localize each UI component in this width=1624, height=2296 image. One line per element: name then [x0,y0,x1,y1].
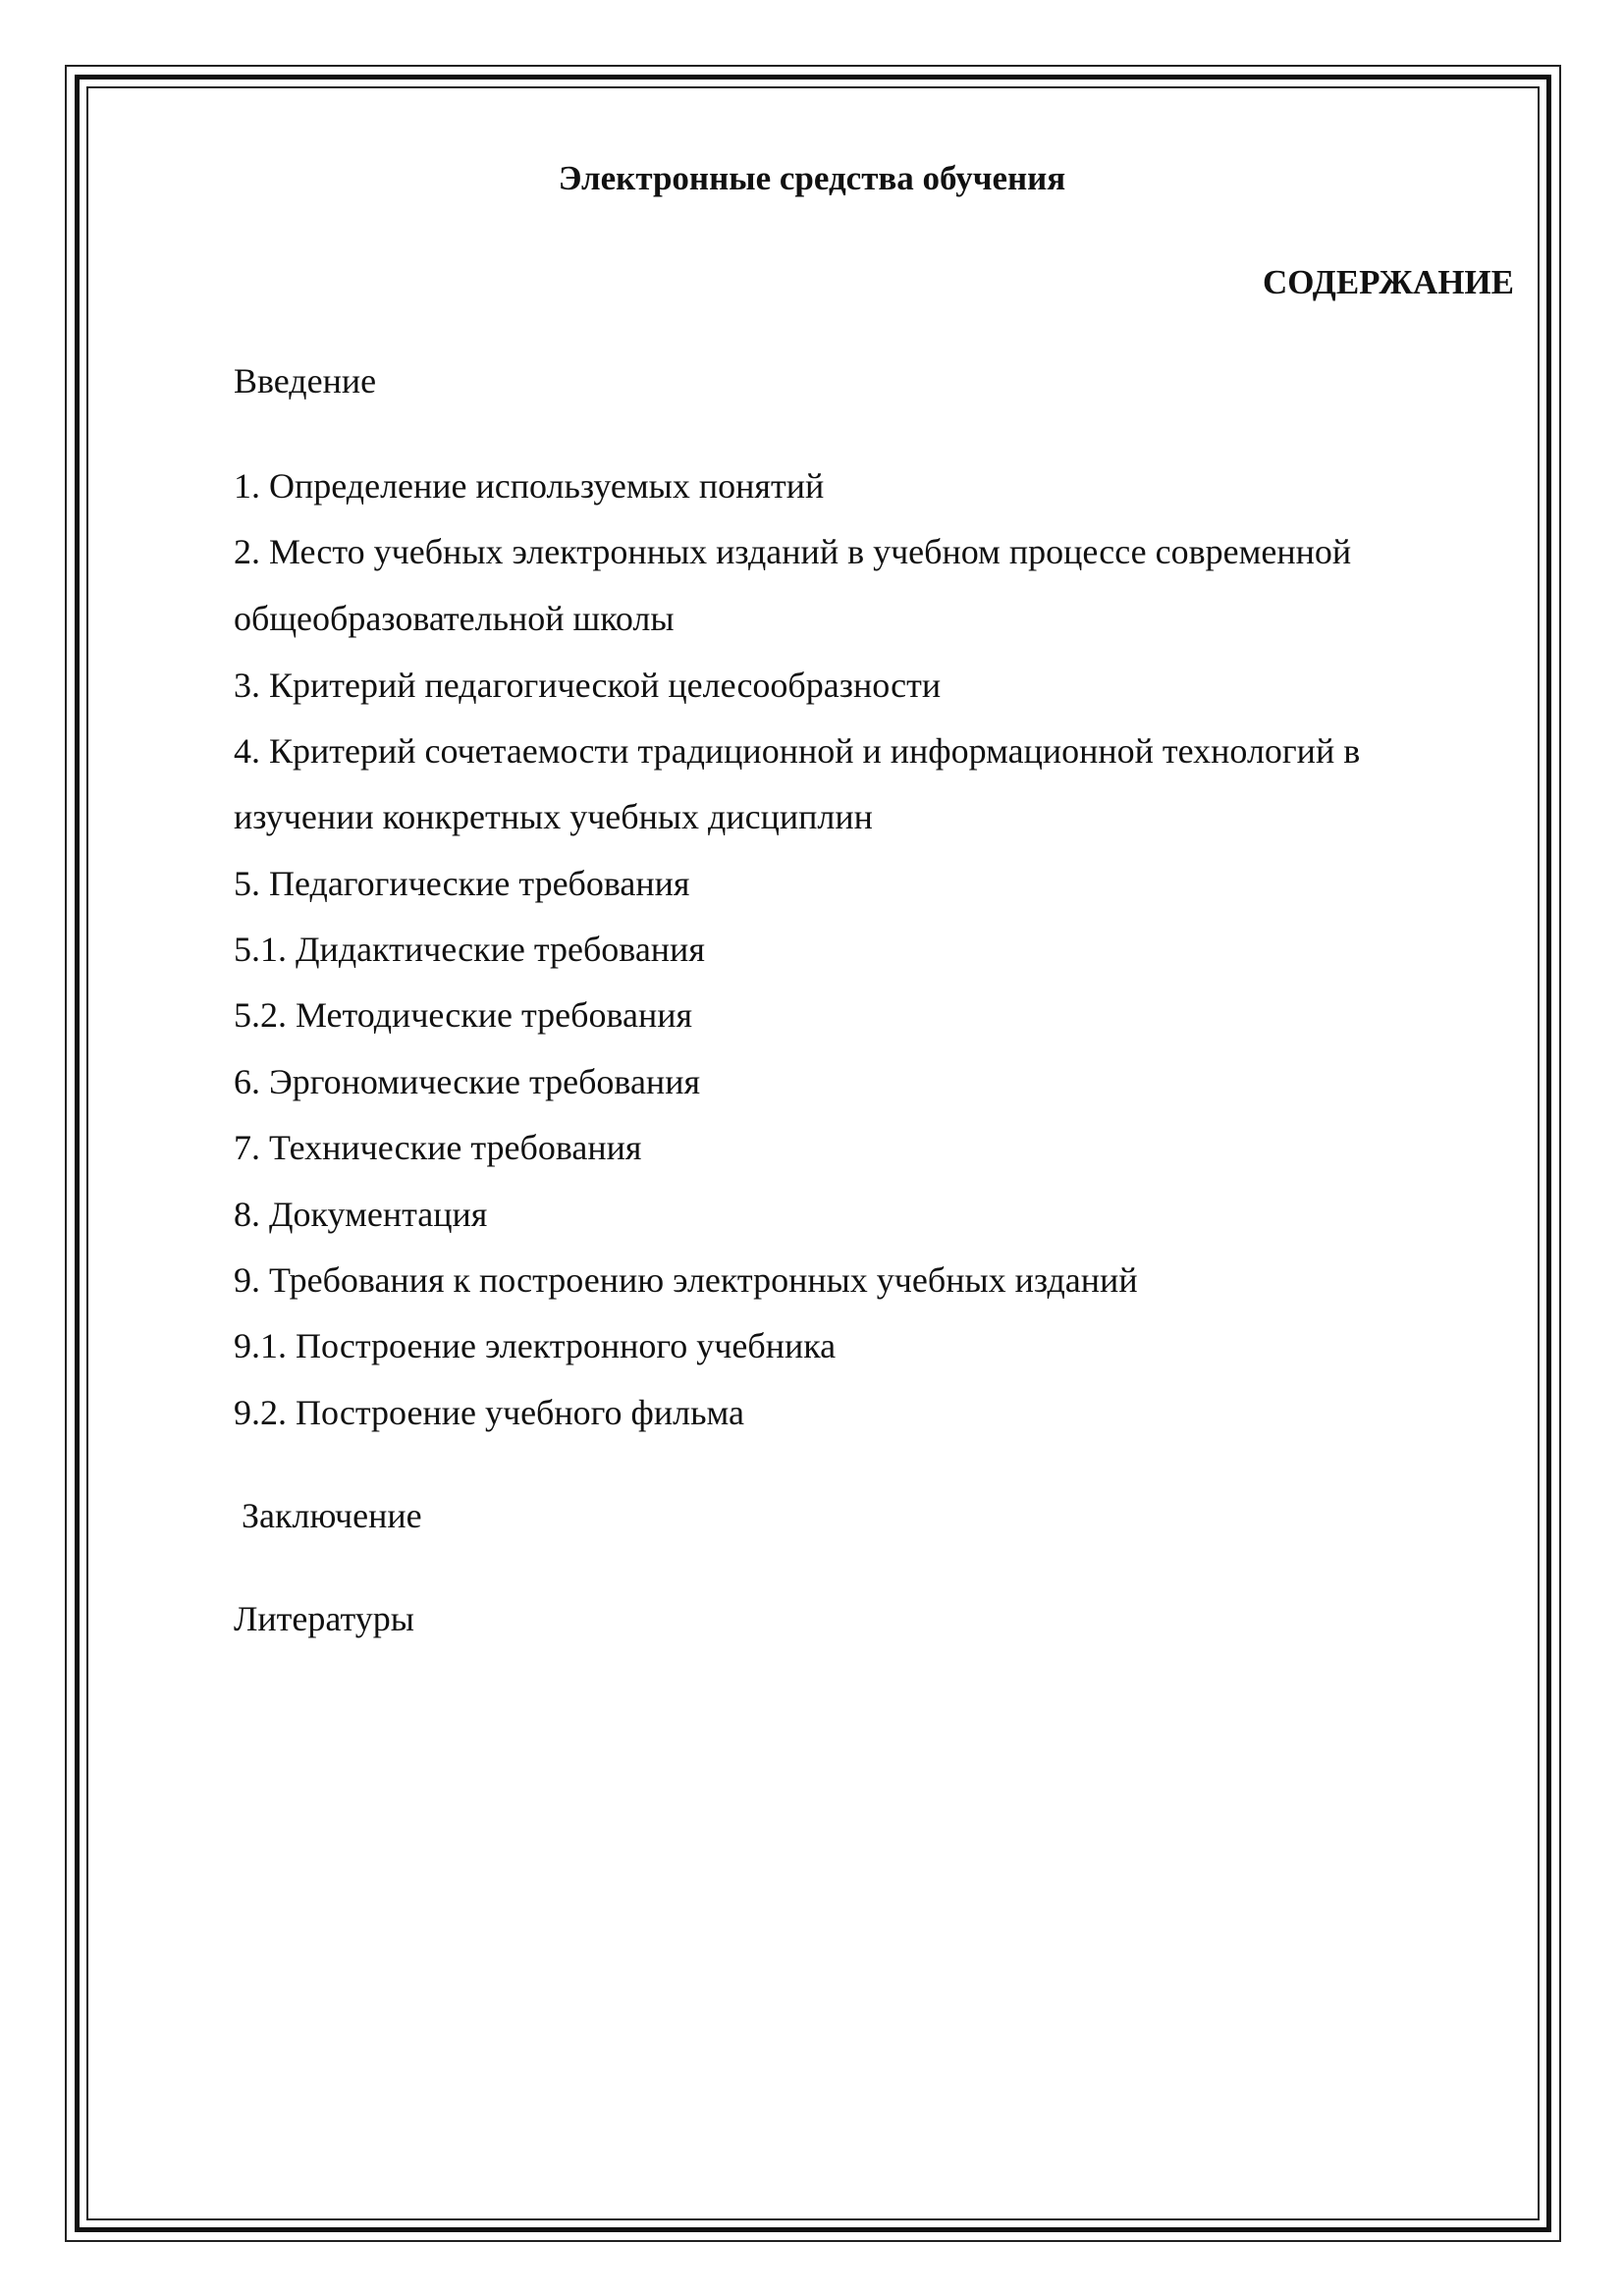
toc-item: 8. Документация [234,1195,488,1234]
document-title: Электронные средства обучения [558,159,1066,197]
toc-item: 3. Критерий педагогической целесообразности [234,666,942,705]
toc-item-continuation: изучении конкретных учебных дисциплин [234,797,873,836]
toc-item: 1. Определение используемых понятий [234,466,825,506]
toc-item-conclusion: Заключение [242,1496,422,1535]
toc-item: 9.2. Построение учебного фильма [234,1393,744,1432]
toc-item: 2. Место учебных электронных изданий в учебном процессе современной [234,532,1352,571]
toc-item: 5.1. Дидактические требования [234,930,705,969]
contents-heading: СОДЕРЖАНИЕ [1262,263,1514,301]
toc-item: 9.1. Построение электронного учебника [234,1326,837,1365]
toc-item-introduction: Введение [234,361,377,400]
toc-item-literature: Литературы [234,1599,414,1638]
toc-item-continuation: общеобразовательной школы [234,599,675,638]
toc-item: 9. Требования к построению электронных учебных изданий [234,1260,1138,1300]
toc-item: 7. Технические требования [234,1128,642,1167]
toc-item: 4. Критерий сочетаемости традиционной и информационной технологий в [234,731,1361,771]
toc-item: 6. Эргономические требования [234,1062,701,1101]
toc-item: 5. Педагогические требования [234,864,690,903]
toc-item: 5.2. Методические требования [234,995,693,1035]
